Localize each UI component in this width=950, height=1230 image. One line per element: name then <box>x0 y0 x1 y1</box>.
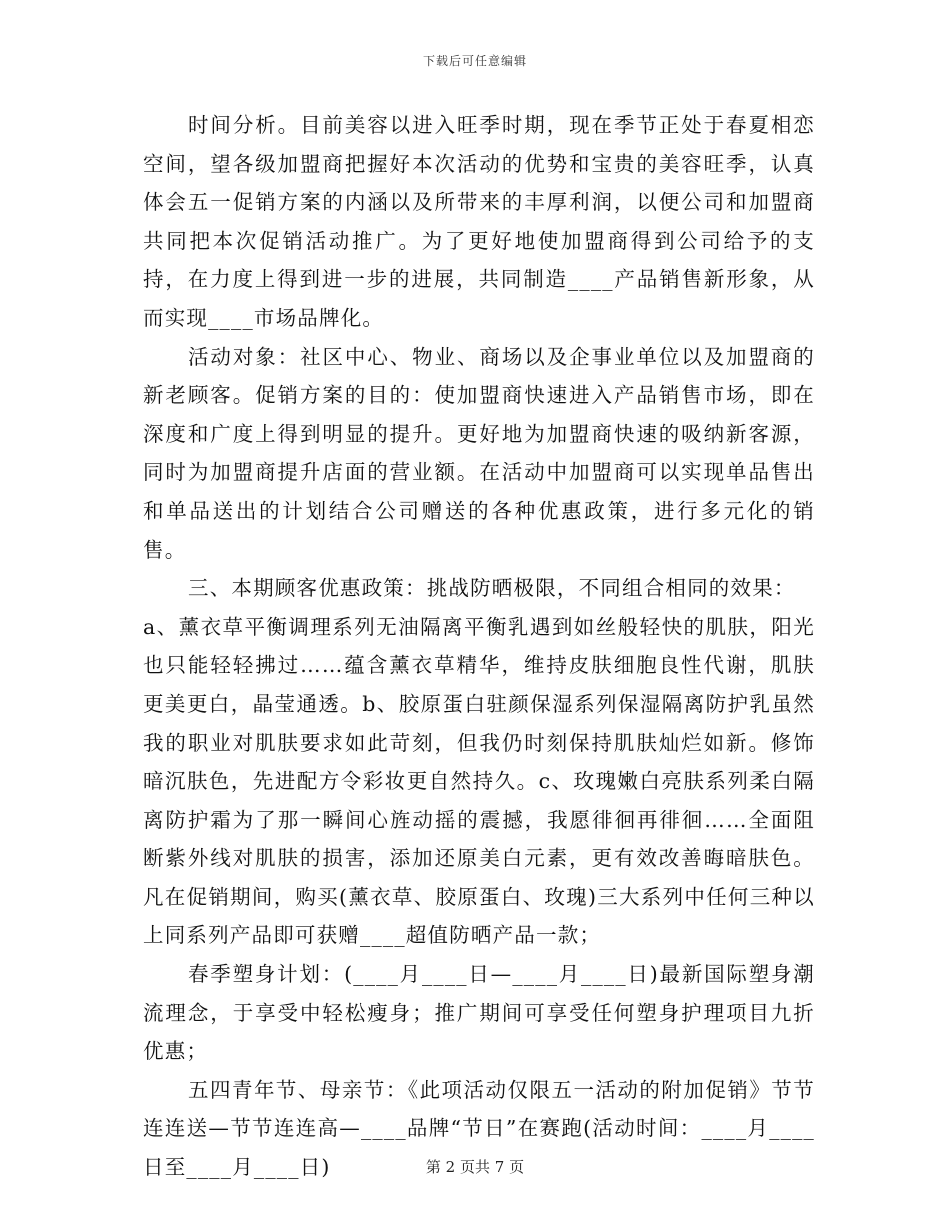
paragraph-spring-body-plan: 春季塑身计划：(____月____日—____月____日)最新国际塑身潮流理念，于享受中轻松瘦身；推广期间可享受任何塑身护理项目九折优惠； <box>143 962 815 1064</box>
paragraph-product-series: a、薰衣草平衡调理系列无油隔离平衡乳遇到如丝般轻快的肌肤，阳光也只能轻轻拂过……蕴含薰衣草精华，维持皮肤细胞良性代谢，肌肤更美更白，晶莹通透。b、胶原蛋白驻颜保湿系列保湿隔离防护乳虽然我的职业对肌肤要求如此苛刻，但我仍时刻保持肌肤灿烂如新。修饰暗沉肤色，先进配方令彩妆更自然持久。c、玫瑰嫩白亮肤系列柔白隔离防护霜为了那一瞬间心旌动摇的震撼，我愿徘徊再徘徊……全面阻断紫外线对肌肤的损害，添加还原美白元素，更有效改善晦暗肤色。凡在促销期间，购买(薰衣草、胶原蛋白、玫瑰)三大系列中任何三种以上同系列产品即可获赠____超值防晒产品一款； <box>143 614 815 948</box>
paragraph-activity-target: 活动对象：社区中心、物业、商场以及企事业单位以及加盟商的新老顾客。促销方案的目的：使加盟商快速进入产品销售市场，即在深度和广度上得到明显的提升。更好地为加盟商快速的吸纳新客源，同时为加盟商提升店面的营业额。在活动中加盟商可以实现单品售出和单品送出的计划结合公司赠送的各种优惠政策，进行多元化的销售。 <box>143 344 815 562</box>
page-footer: 第 2 页共 7 页 <box>425 1158 525 1176</box>
paragraph-youth-mothers-day: 五四青年节、母亲节：《此项活动仅限五一活动的附加促销》节节连连送—节节连连高—____品牌“节日”在赛跑(活动时间：____月____日至____月____日) <box>143 1077 815 1180</box>
page-header: 下载后可任意编辑 <box>422 54 527 68</box>
paragraph-customer-policy-heading: 三、本期顾客优惠政策：挑战防晒极限，不同组合相同的效果： <box>188 576 796 601</box>
paragraph-time-analysis: 时间分析。目前美容以进入旺季时期，现在季节正处于春夏相恋空间，望各级加盟商把握好本次活动的优势和宝贵的美容旺季，认真体会五一促销方案的内涵以及所带来的丰厚利润，以便公司和加盟商共同把本次促销活动推广。为了更好地使加盟商得到公司给予的支持，在力度上得到进一步的进展，共同制造____产品销售新形象，从而实现____市场品牌化。 <box>143 113 815 330</box>
document-body <box>143 106 815 1187</box>
